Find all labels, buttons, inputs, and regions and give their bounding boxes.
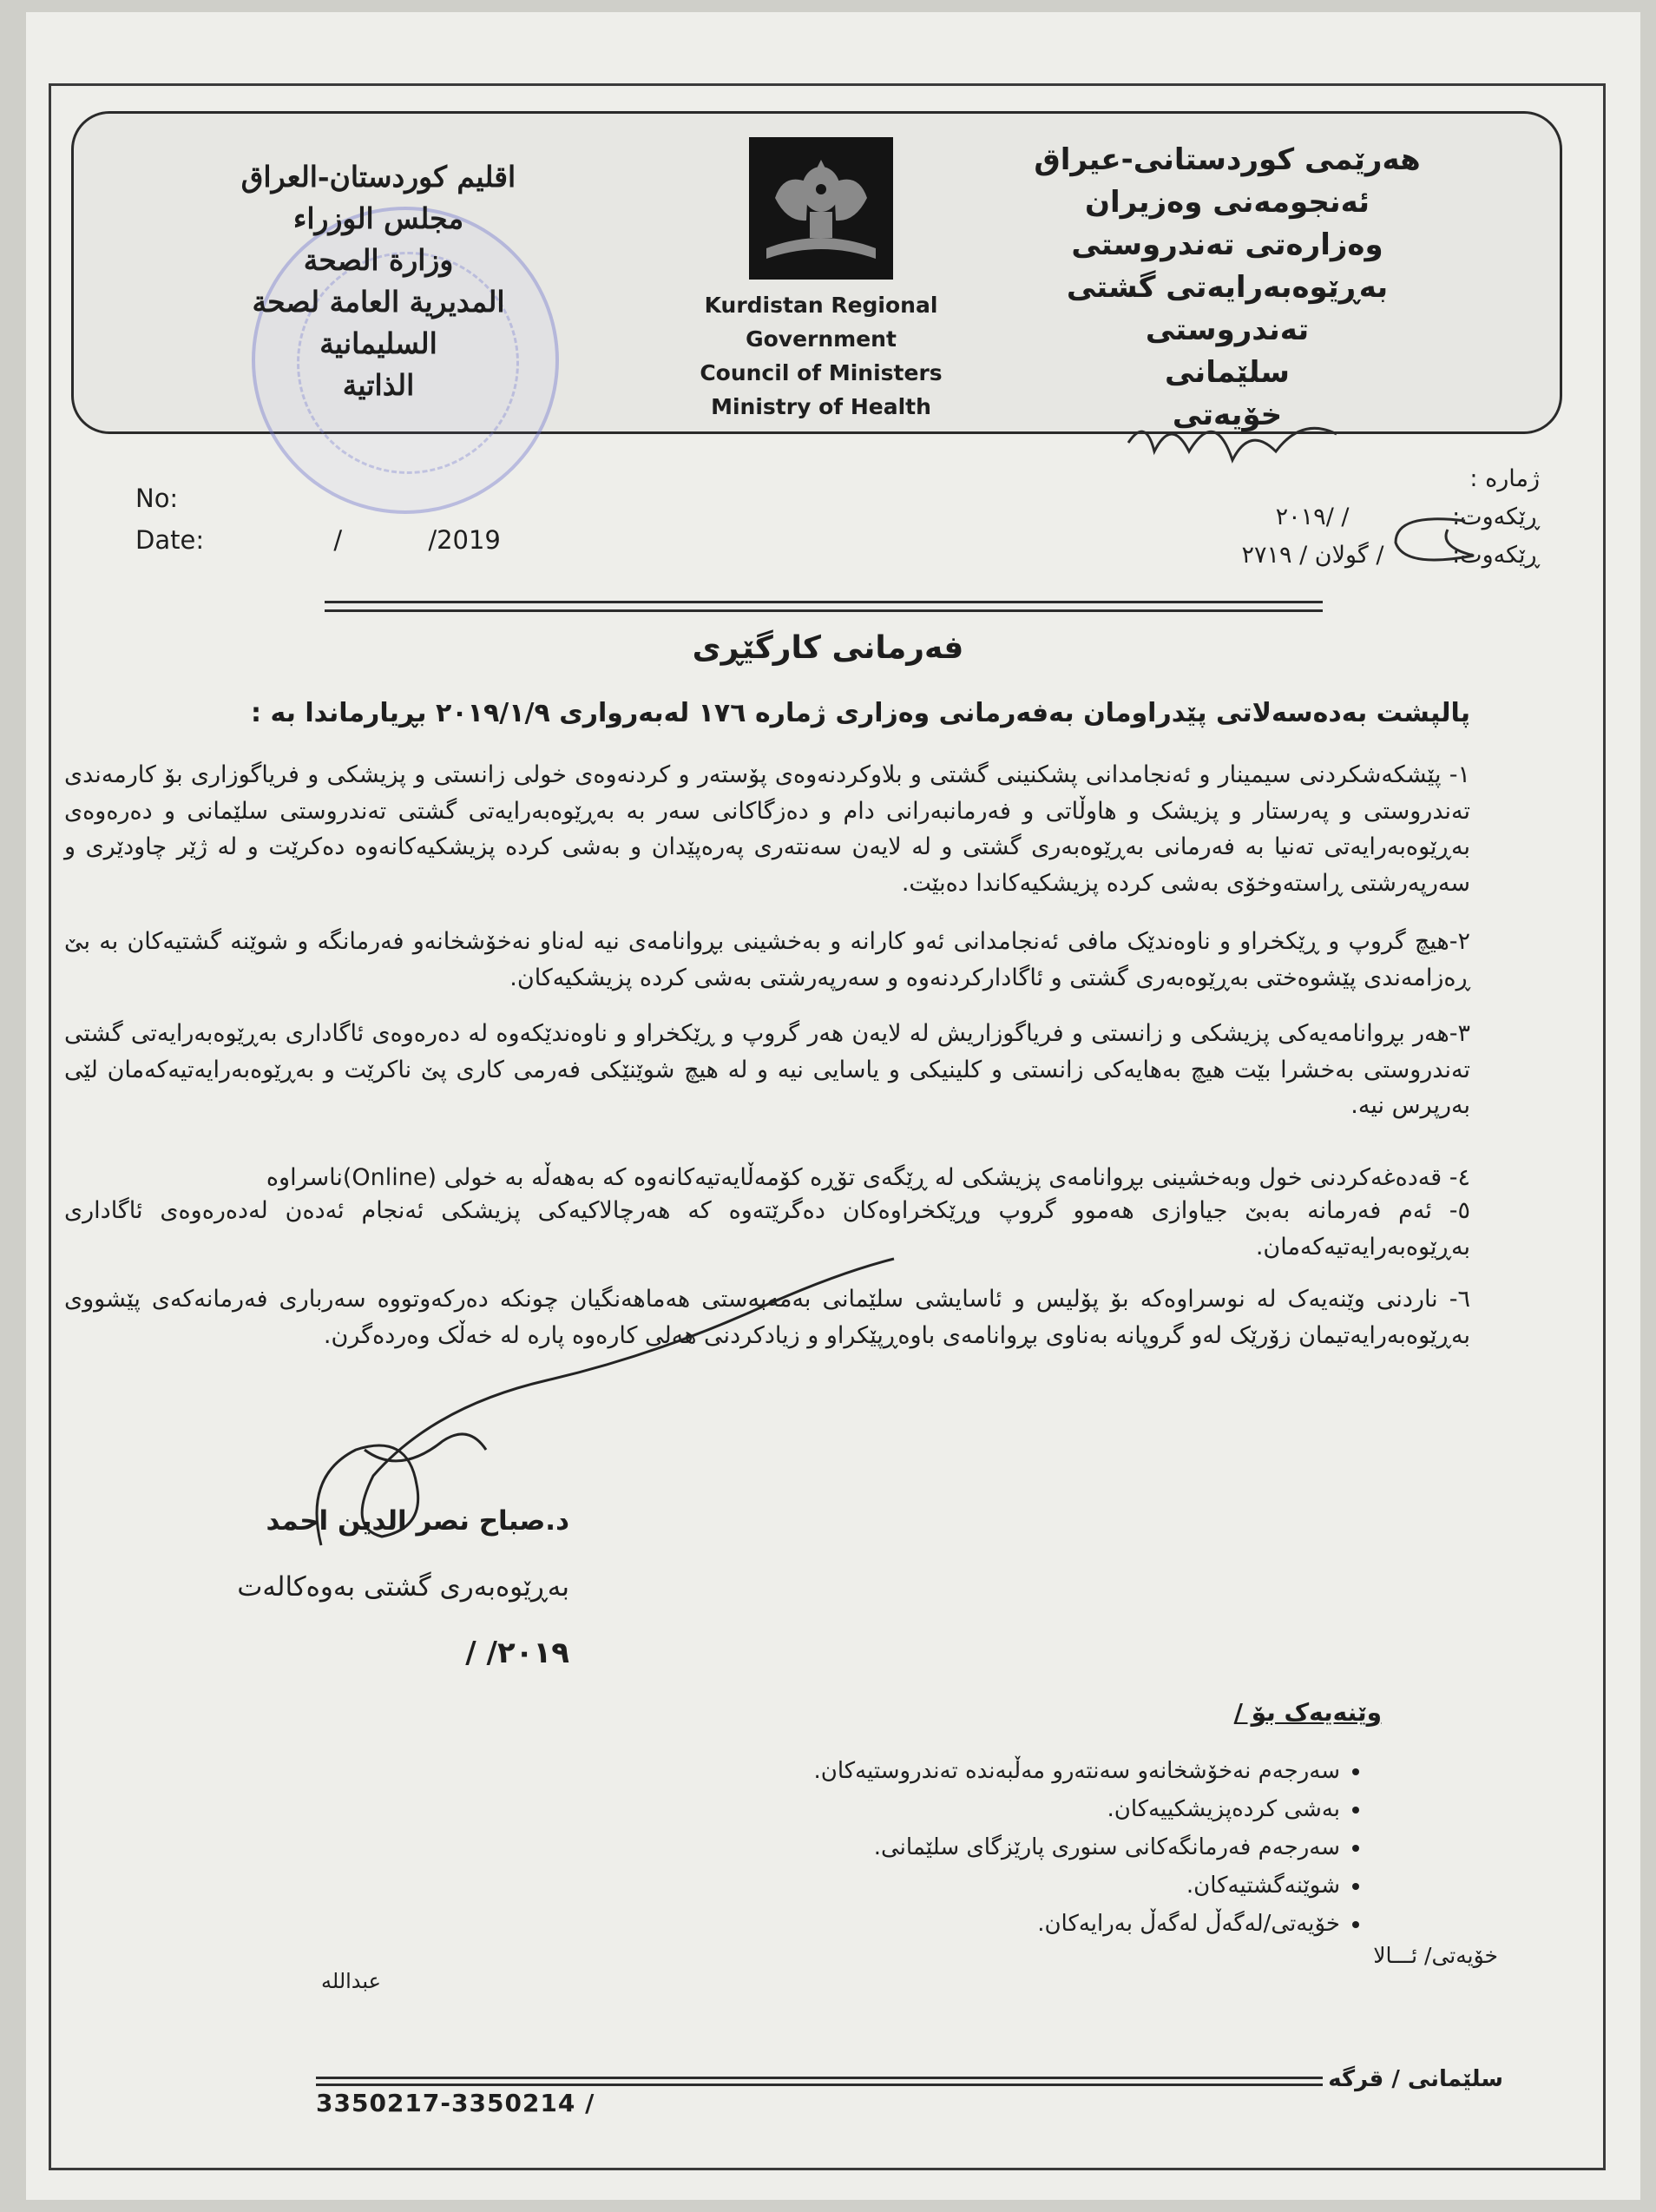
footer-divider-bottom: [316, 2084, 1323, 2086]
kurdish-line-city: سلێمانی: [1165, 355, 1290, 390]
date-value-ku-1: / /٢٠١٩: [1275, 504, 1350, 530]
clause-1: ١- پێشکەشکردنی سیمینار و ئەنجامدانی پشکنینی گشتی و بلاوکردنەوەی پۆستەر و کردنەوەی خولی زانستی و پزیشکی و فریاگوزاری بۆ کارمەندی تەندروستی و پەرستار و پزیشک و هاوڵاتی و فەرمانبەرانی دام و دەزگاکانی سەر بە بەڕێوەبەرایەتی گشتی تەندروستی سلێمانی و دەرەوەی بەڕێوەبەرایەتی تەنیا بە فەرمانی بەڕێوەبەری گشتی و لە لایەن سەنتەری پەرەپێدان و بەشی کردە پزیشکیەکانەوە دەکرێت و لە ژێر چاودێری و سەرپەرشتی ڕاستەوخۆی بەشی کردە پزیشکیەکاندا دەبێت.: [64, 761, 1470, 897]
signature-date: ٢٠١٩/ /: [465, 1636, 569, 1670]
arabic-line-self: الذاتية: [342, 368, 415, 402]
header-divider-top: [325, 601, 1323, 603]
english-line-region: Kurdistan Regional: [704, 293, 938, 318]
date-year: /2019: [428, 525, 501, 555]
arabic-line-directorate: المديرية العامة لصحة: [252, 285, 505, 319]
clause-3: ٣-هەر بڕوانامەیەکی پزیشکی و زانستی و فریاگوزاریش لە لایەن هەر گروپ و ڕێکخراو و ناوەندێکەوە لە دەرەوەی ئاگاداری بەڕێوەبەرایەتی گشتی تەندروستی بەخشرا بێت هیچ بەهایەکی زانستی و کلینیکی و یاسایی نیە و لە هیچ شوێنێکی فەرمی کاری پێ ناکرێت و بەڕێوەبەرایەتیەکەمان لێی بەرپرس نیە.: [64, 1020, 1470, 1119]
arabic-line-city: السليمانية: [319, 326, 437, 360]
date-scribble-icon: [1378, 504, 1482, 573]
copies-heading: وێنەیەک بۆ /: [1233, 1698, 1382, 1727]
date-value-ku-2: / گولان / ٢٧١٩: [1241, 542, 1384, 569]
list-item: • خۆیەتی/لەگەڵ لەگەڵ بەرایەکان.: [559, 1905, 1340, 1943]
file-copy-note: خۆیەتی/ ئـــالا: [1373, 1943, 1498, 1968]
signature-block: [170, 1500, 569, 1674]
arabic-line-region: اقليم كوردستان-العراق: [240, 160, 516, 194]
signatory-name: د.صباح نصر الدين احمد: [266, 1505, 569, 1537]
footer-address: سلێمانی / قرگە: [1328, 2066, 1503, 2092]
number-label-ku: ژمارە :: [1469, 465, 1540, 492]
list-item: • سەرجەم نەخۆشخانەو سەنتەرو مەڵبەندە تەندروستیەکان.: [559, 1752, 1340, 1790]
number-label-en: No:: [135, 484, 179, 513]
header-divider-bottom: [325, 609, 1323, 612]
kurdish-line-self: خۆیەتی: [1172, 398, 1283, 432]
date-separator: /: [333, 525, 343, 555]
clause-5: ٥- ئەم فەرمانە بەبێ جیاوازی هەموو گروپ وڕێکخراوەکان دەگرێتەوە کە هەرچالاکیەکی پزیشکی ئەنجام ئەدەن لەدەرەوەی ئاگاداری بەڕێوەبەرایەتیەکەمان.: [64, 1197, 1470, 1261]
english-line-ministry: Ministry of Health: [711, 394, 931, 419]
english-line-government: Government: [746, 326, 897, 352]
list-item: • شوێنەگشتیەکان.: [559, 1866, 1340, 1905]
clause-2: ٢-هیچ گروپ و ڕێکخراو و ناوەندێک مافی ئەنجامدانی ئەو کارانە و بەخشینی بڕوانامەی نیە لەناو نەخۆشخانەو فەرمانگە و شوێنە گشتیەکان بە بێ ڕەزامەندی پێشوەختی بەڕێوەبەری گشتی و ئاگادارکردنەوە و سەرپەرشتی بەشی کردە پزیشکیەکان.: [64, 928, 1470, 991]
date-label-ku-2: ڕێکەوت:: [1452, 542, 1540, 569]
signatory-title: بەڕێوەبەری گشتی بەوەکالەت: [237, 1571, 569, 1603]
clause-6: ٦- ناردنی وێنەیەک لە نوسراوەکە بۆ پۆلیس و ئاسایشی سلێمانی بەمەبەستی هەماهەنگیان چونکە دەرکەوتووە سەرباری فەرمانەکەی پێشووی بەڕێوەبەرایەتیمان زۆرێک لەو گروپانە بەناوی بڕوانامەی باوەڕپێکراو و زیادکردنی هەلی کارەوە پارە لە خەڵک وەردەگرن.: [64, 1286, 1470, 1349]
footer-phone: 3350217-3350214 /: [316, 2089, 595, 2117]
english-reference-block: [135, 477, 501, 561]
kurdish-line-directorate: بەڕێوەبەرایەتی گشتی تەندروستی: [1066, 270, 1389, 347]
english-line-council: Council of Ministers: [700, 360, 943, 385]
list-item: • سەرجەم فەرمانگەکانی سنوری پارێزگای سلێمانی.: [559, 1828, 1340, 1866]
arabic-line-ministry: وزارة الصحة: [303, 243, 454, 277]
emblem-block: [682, 137, 960, 424]
kurdish-line-region: هەرێمی کوردستانی-عیراق: [1034, 142, 1421, 177]
intro-line: پالپشت بەدەسەلاتی پێدراومان بەفەرمانی وەزاری ژمارە ١٧٦ لەبەرواری ٢٠١٩/١/٩ بڕیارماندا بە :: [251, 698, 1470, 728]
reference-number-scribble-icon: [1120, 399, 1345, 477]
date-label-ku-1: ڕێکەوت:: [1452, 504, 1540, 530]
date-label-en: Date:: [135, 525, 205, 555]
typist-name: عبدالله: [321, 1969, 381, 1993]
arabic-line-council: مجلس الوزراء: [292, 201, 464, 235]
copies-list: [559, 1752, 1382, 1943]
clause-4: ٤- قەدەغەکردنی خول وبەخشینی بڕوانامەی پزیشکی لە ڕێگەی تۆڕە کۆمەڵایەتیەکانەوە کە بەهەڵە بە خولی (Online)ناسراوە: [266, 1164, 1470, 1191]
footer-divider-top: [316, 2077, 1323, 2079]
kurdish-line-ministry: وەزارەتی تەندروستی: [1071, 227, 1383, 262]
kurdish-letterhead: [984, 139, 1470, 437]
date-row-en: [135, 519, 501, 561]
arabic-letterhead: [205, 156, 552, 406]
document-title: فەرمانی کارگێڕی: [692, 630, 964, 666]
kurdish-line-council: ئەنجومەنی وەزیران: [1084, 185, 1370, 220]
krg-emblem-icon: [749, 137, 893, 280]
list-item: • بەشی کردەپزیشکییەکان.: [559, 1790, 1340, 1828]
